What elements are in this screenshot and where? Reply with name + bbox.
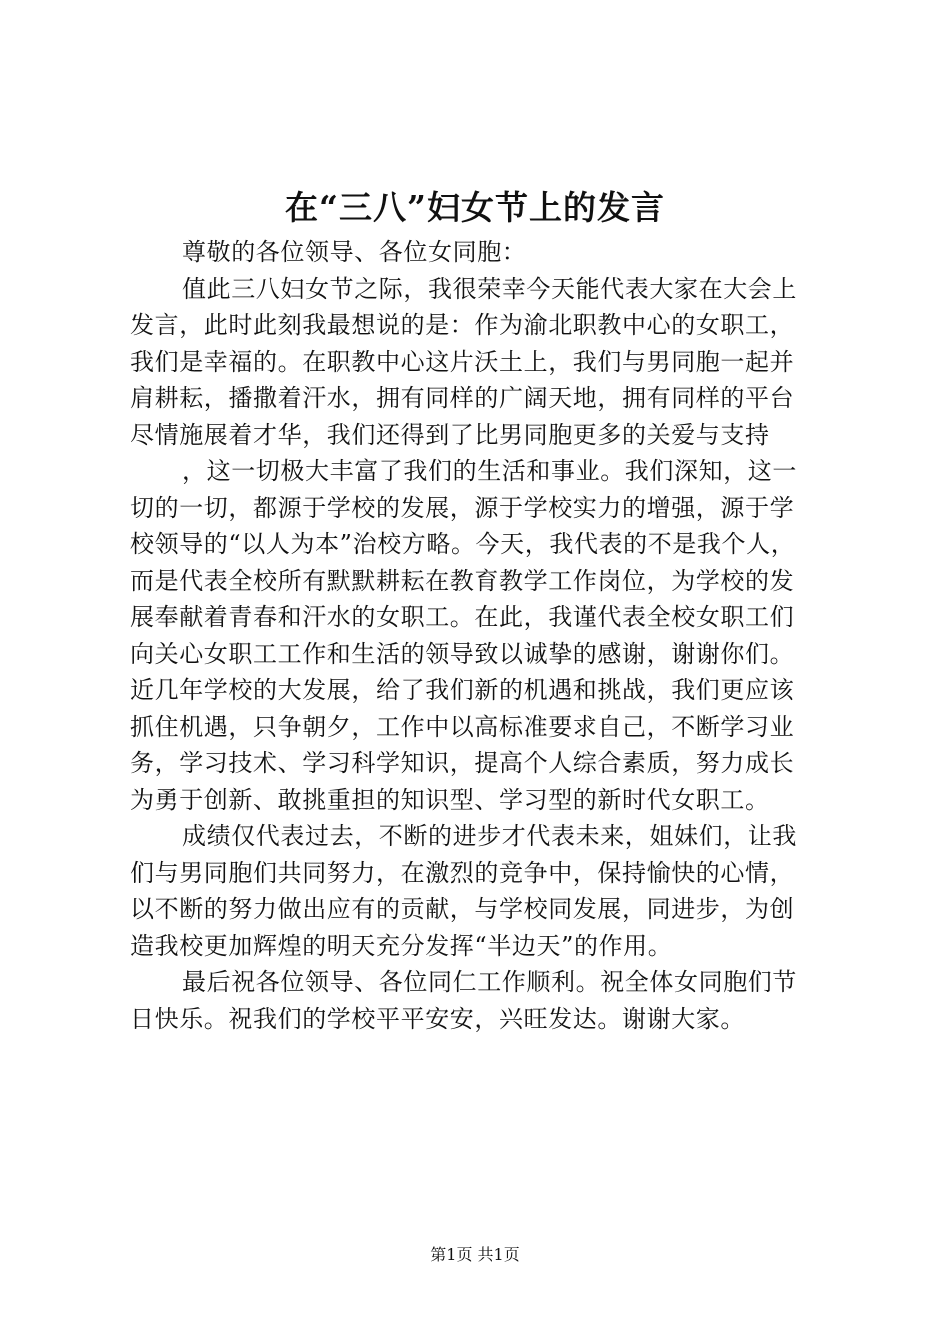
paragraph-line: 切的一切，都源于学校的发展，源于学校实力的增强，源于学	[130, 493, 795, 522]
salutation-line: 尊敬的各位领导、各位女同胞：	[182, 238, 527, 266]
document-body	[130, 234, 830, 1037]
paragraph-line: 尽情施展着才华，我们还得到了比男同胞更多的关爱与支持	[130, 420, 770, 449]
paragraph-line: 值此三八妇女节之际，我很荣幸今天能代表大家在大会上	[182, 274, 797, 303]
paragraph-line: 务，学习技术、学习科学知识，提高个人综合素质，努力成长	[130, 749, 795, 777]
paragraph-line: 抓住机遇，只争朝夕，工作中以高标准要求自己，不断学习业	[130, 712, 795, 741]
paragraph-line: 们与男同胞们共同努力，在激烈的竞争中，保持愉快的心情，	[130, 858, 795, 887]
paragraph-line: 发言，此时此刻我最想说的是：作为渝北职教中心的女职工，	[130, 311, 795, 339]
paragraph-line: 向关心女职工工作和生活的领导致以诚挚的感谢，谢谢你们。	[130, 639, 795, 668]
paragraph-line: ，这一切极大丰富了我们的生活和事业。我们深知，这一	[182, 457, 797, 485]
paragraph-line: 展奉献着青春和汗水的女职工。在此，我谨代表全校女职工们	[130, 603, 795, 631]
page-number-footer: 第1页 共1页	[430, 1245, 520, 1264]
paragraph-line: 我们是幸福的。在职教中心这片沃土上，我们与男同胞一起并	[130, 347, 795, 376]
paragraph-line: 肩耕耘，播撒着汗水，拥有同样的广阔天地，拥有同样的平台	[130, 384, 795, 412]
paragraph-line: 以不断的努力做出应有的贡献，与学校同发展，同进步，为创	[130, 895, 795, 923]
paragraph-line: 近几年学校的大发展，给了我们新的机遇和挑战，我们更应该	[130, 676, 795, 704]
paragraph-line: 成绩仅代表过去，不断的进步才代表未来，姐妹们，让我	[182, 822, 797, 850]
paragraph-line: 最后祝各位领导、各位同仁工作顺利。祝全体女同胞们节	[182, 968, 797, 996]
paragraph-line: 为勇于创新、敢挑重担的知识型、学习型的新时代女职工。	[130, 785, 770, 814]
paragraph-line: 日快乐。祝我们的学校平平安安，兴旺发达。谢谢大家。	[130, 1004, 745, 1033]
paragraph-line: 造我校更加辉煌的明天充分发挥“半边天”的作用。	[130, 931, 673, 960]
paragraph-line: 而是代表全校所有默默耕耘在教育教学工作岗位，为学校的发	[130, 566, 795, 595]
paragraph-line: 校领导的“以人为本”治校方略。今天，我代表的不是我个人，	[130, 530, 796, 558]
document-title: 在“三八”妇女节上的发言	[285, 188, 665, 227]
